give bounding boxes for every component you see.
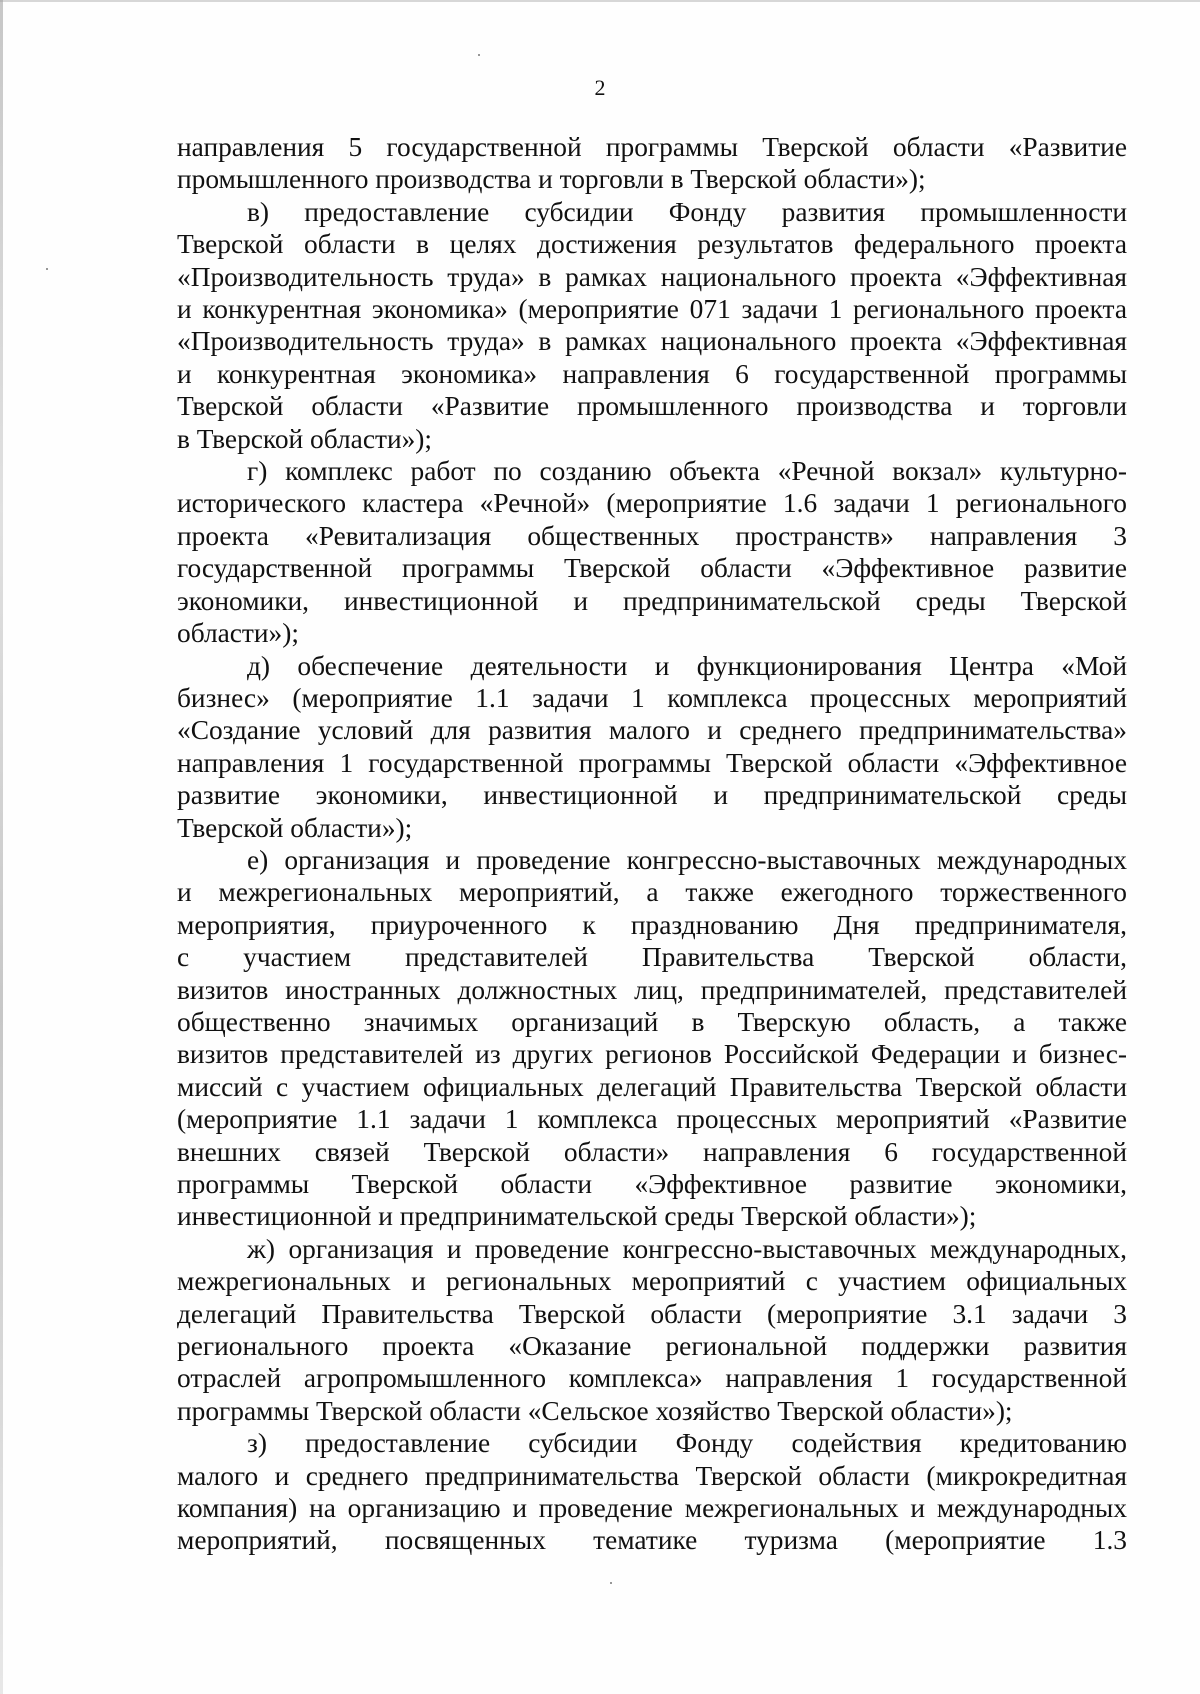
text-line: мероприятия, приуроченного к празднованию Дня предпринимателя, xyxy=(177,909,1127,940)
scan-speck xyxy=(46,268,48,270)
text-line: Тверской области «Развитие промышленного производства и торговли xyxy=(177,391,1127,422)
text-line: Тверской области в целях достижения результатов федерального проекта xyxy=(177,229,1127,260)
text-line: и конкурентная экономика» направления 6 государственной программы xyxy=(177,358,1127,389)
paragraph-e xyxy=(177,844,1127,1233)
text-line: отраслей агропромышленного комплекса» направления 1 государственной xyxy=(177,1363,1127,1394)
text-line: государственной программы Тверской области «Эффективное развитие xyxy=(177,553,1127,584)
text-line: компания) на организацию и проведение межрегиональных и международных xyxy=(177,1493,1127,1524)
text-line: направления 5 государственной программы Тверской области «Развитие xyxy=(177,132,1127,162)
scan-edge-left xyxy=(0,0,3,1694)
text-line: е) организация и проведение конгрессно-выставочных международных xyxy=(247,844,1127,875)
text-line: направления 1 государственной программы Тверской области «Эффективное xyxy=(177,747,1127,778)
text-line: программы Тверской области «Эффективное развитие экономики, xyxy=(177,1169,1127,1199)
text-line: бизнес» (мероприятие 1.1 задачи 1 комплекса процессных мероприятий xyxy=(177,682,1127,713)
text-line: «Производительность труда» в рамках национального проекта «Эффективная xyxy=(177,261,1127,292)
text-line: общественно значимых организаций в Тверскую область, а также xyxy=(177,1006,1127,1037)
text-line: визитов представителей из других регионов Российской Федерации и бизнес- xyxy=(177,1039,1127,1070)
text-line: и конкурентная экономика» (мероприятие 071 задачи 1 регионального проекта xyxy=(177,294,1127,325)
text-line: з) предоставление субсидии Фонду содействия кредитованию xyxy=(247,1428,1127,1459)
text-line: Тверской области»); xyxy=(177,812,413,843)
scan-edge-top xyxy=(0,0,1200,2)
text-line: малого и среднего предпринимательства Тверской области (микрокредитная xyxy=(177,1460,1127,1491)
text-line: «Производительность труда» в рамках национального проекта «Эффективная xyxy=(177,326,1127,357)
text-line: мероприятий, посвященных тематике туризма (мероприятие 1.3 xyxy=(177,1525,1127,1556)
text-line: промышленного производства и торговли в Тверской области»); xyxy=(177,164,926,195)
text-line: области»); xyxy=(177,618,299,649)
text-line: инвестиционной и предпринимательской среды Тверской области»); xyxy=(177,1201,977,1232)
page-number: 2 xyxy=(594,75,606,100)
text-line: ж) организация и проведение конгрессно-выставочных международных, xyxy=(247,1233,1127,1264)
paragraph-zh xyxy=(177,1233,1127,1427)
paragraph-intro xyxy=(177,131,1127,196)
text-line: внешних связей Тверской области» направления 6 государственной xyxy=(177,1136,1127,1167)
text-line: миссий с участием официальных делегаций Правительства Тверской области xyxy=(177,1071,1127,1102)
paragraph-z xyxy=(177,1427,1127,1557)
text-line: развитие экономики, инвестиционной и предпринимательской среды xyxy=(177,780,1127,811)
text-line: д) обеспечение деятельности и функционирования Центра «Мой xyxy=(247,650,1127,681)
text-line: с участием представителей Правительства Тверской области, xyxy=(177,942,1127,973)
paragraph-g xyxy=(177,455,1127,649)
text-line: программы Тверской области «Сельское хозяйство Тверской области»); xyxy=(177,1395,1013,1426)
text-line: экономики, инвестиционной и предпринимательской среды Тверской xyxy=(177,585,1127,616)
text-line: в Тверской области»); xyxy=(177,423,433,454)
text-line: г) комплекс работ по созданию объекта «Речной вокзал» культурно- xyxy=(247,456,1127,487)
scan-speck xyxy=(610,1582,612,1584)
text-line: межрегиональных и региональных мероприятий с участием официальных xyxy=(177,1266,1127,1297)
paragraph-d xyxy=(177,650,1127,844)
text-line: (мероприятие 1.1 задачи 1 комплекса процессных мероприятий «Развитие xyxy=(177,1104,1127,1135)
text-line: в) предоставление субсидии Фонду развития промышленности xyxy=(247,196,1127,227)
text-line: «Создание условий для развития малого и среднего предпринимательства» xyxy=(177,715,1127,746)
scan-speck xyxy=(478,54,480,56)
document-body xyxy=(177,131,1127,1557)
text-line: делегаций Правительства Тверской области (мероприятие 3.1 задачи 3 xyxy=(177,1298,1127,1329)
text-line: регионального проекта «Оказание региональной поддержки развития xyxy=(177,1331,1127,1362)
text-line: исторического кластера «Речной» (мероприятие 1.6 задачи 1 регионального xyxy=(177,488,1127,519)
text-line: визитов иностранных должностных лиц, предпринимателей, представителей xyxy=(177,974,1127,1005)
paragraph-v xyxy=(177,196,1127,455)
text-line: проекта «Ревитализация общественных пространств» направления 3 xyxy=(177,520,1127,551)
text-line: и межрегиональных мероприятий, а также ежегодного торжественного xyxy=(177,877,1127,908)
